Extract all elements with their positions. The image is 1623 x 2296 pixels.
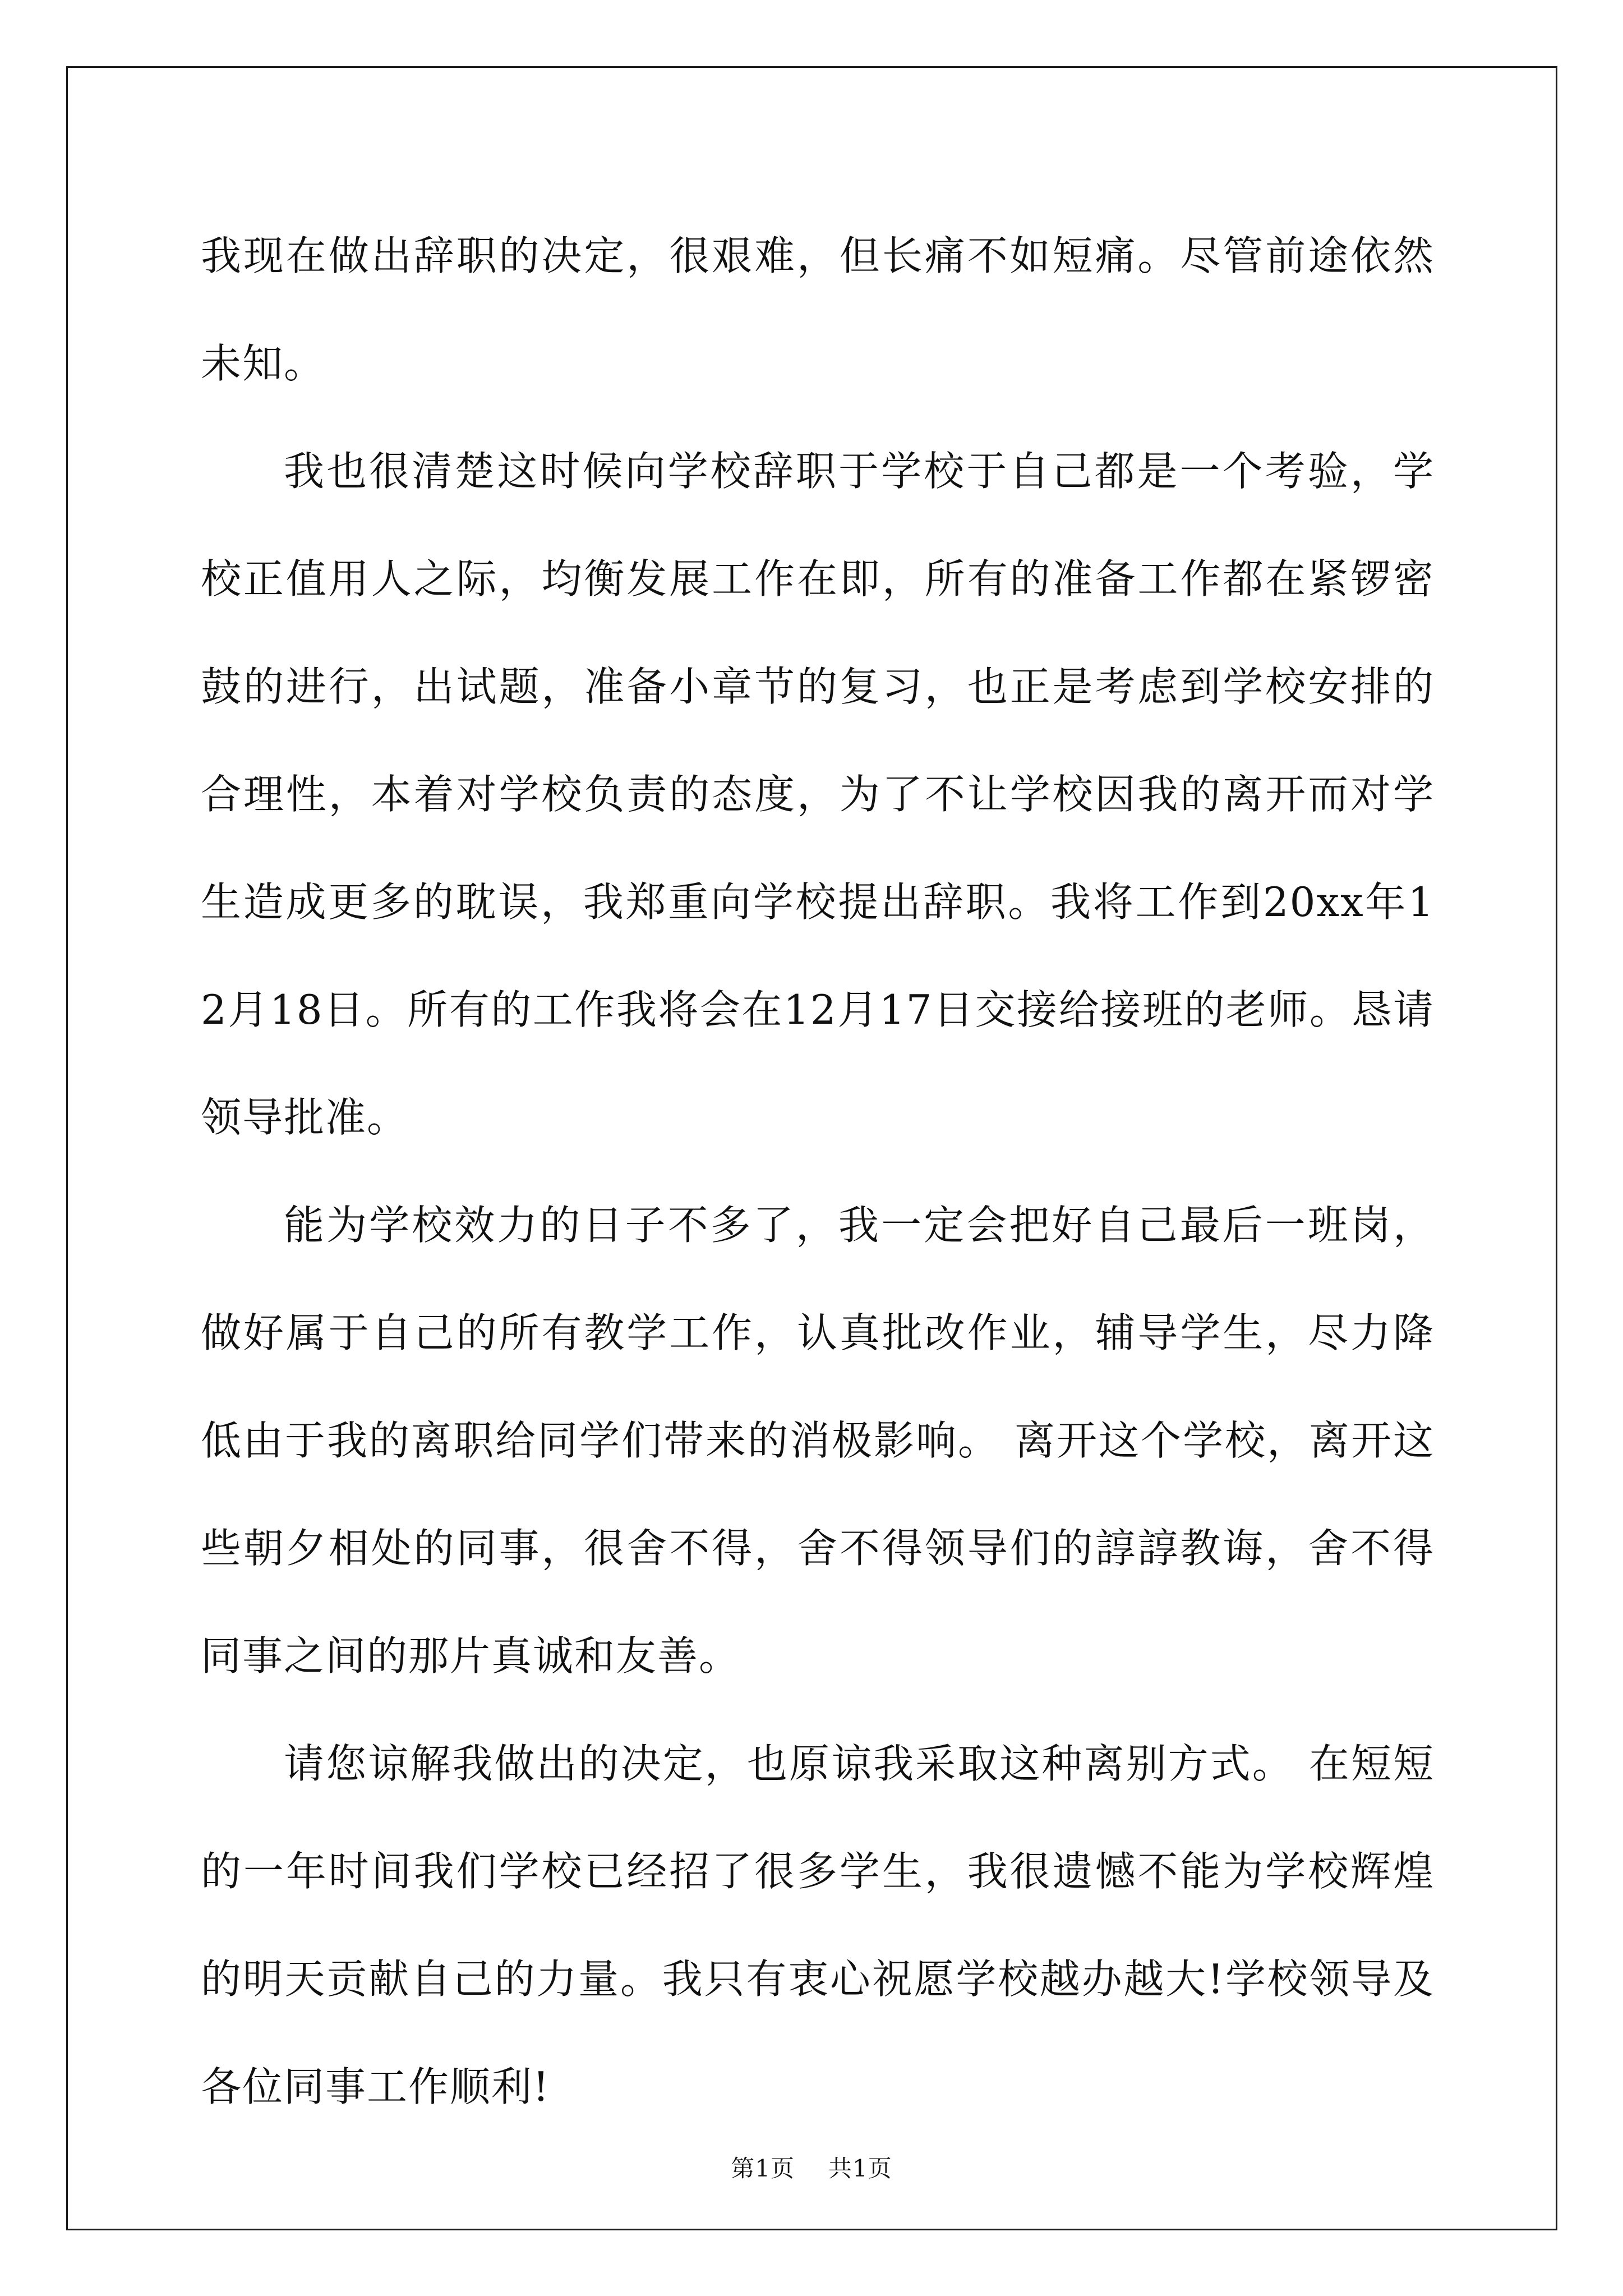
paragraph-2: 我也很清楚这时候向学校辞职于学校于自己都是一个考验，学校正值用人之际，均衡发展工作在即，所有的准备工作都在紧锣密鼓的进行，出试题，准备小章节的复习，也正是考虑到学校安排的合理性，本着对学校负责的态度，为了不让学校因我的离开而对学生造成更多的耽误，我郑重向学校提出辞职。我将工作到20xx年12月18日。所有的工作我将会在12月17日交接给接班的老师。恳请领导批准。 [201, 448, 1435, 1141]
document-body [201, 202, 1435, 2141]
paragraph-4: 请您谅解我做出的决定，也原谅我采取这种离别方式。 在短短的一年时间我们学校已经招了很多学生，我很遗憾不能为学校辉煌的明天贡献自己的力量。我只有衷心祝愿学校越办越大!学校领导及各位同事工作顺利! [201, 1740, 1435, 2110]
page-footer [0, 2153, 1623, 2184]
paragraph-1: 我现在做出辞职的决定，很艰难，但长痛不如短痛。尽管前途依然未知。 [201, 232, 1435, 387]
page-number-current: 第1页 [731, 2155, 795, 2182]
page-number-total: 共1页 [828, 2155, 892, 2182]
paragraph-3: 能为学校效力的日子不多了，我一定会把好自己最后一班岗，做好属于自己的所有教学工作，认真批改作业，辅导学生，尽力降低由于我的离职给同学们带来的消极影响。 离开这个学校，离开这些朝夕相处的同事，很舍不得，舍不得领导们的諄諄教诲，舍不得同事之间的那片真诚和友善。 [201, 1202, 1435, 1680]
